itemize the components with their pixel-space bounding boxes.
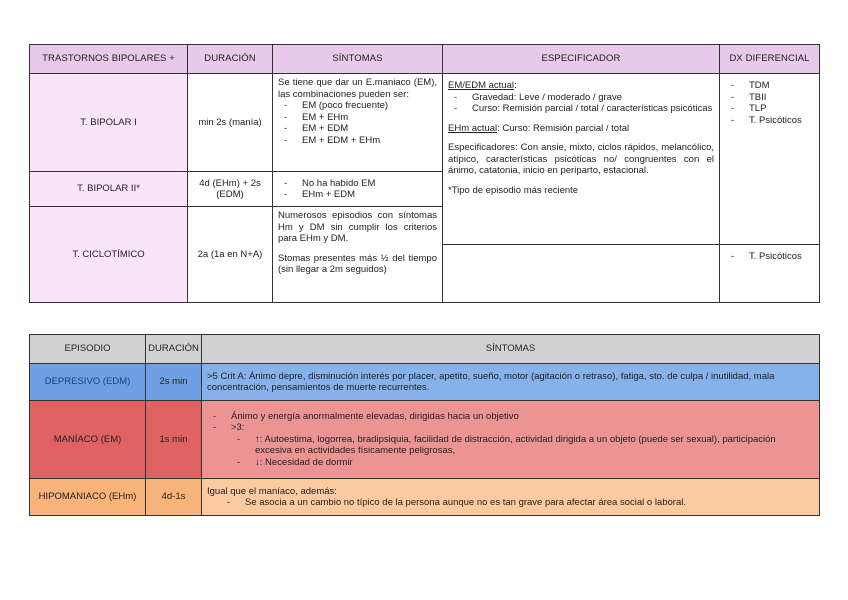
- hipomaniaco-list: [207, 497, 814, 509]
- bipolar-ii-symptoms: [273, 172, 443, 207]
- edm-items: [448, 92, 714, 115]
- hipomaniaco-name: HIPOMANIACO (EHm): [30, 479, 146, 516]
- hipomaniaco-duration: 4d-1s: [146, 479, 202, 516]
- specifiers-text: Especificadores: Con ansie, mixto, ciclos rápidos, melancólico, atípico, características psicóticas no/ congruentes con el ánimo, catatonia, inicio en periparto, estacional.: [448, 142, 714, 176]
- header-especificador: ESPECIFICADOR: [443, 45, 720, 74]
- list-item: - ↑: Autoestima, logorrea, bradipsiquia, facilidad de distracción, actividad dirigida a un objeto (puede ser sexual), participación excesiva en actividades físicamente peligrosas,: [237, 434, 814, 457]
- list-item: - TDM: [731, 80, 814, 92]
- list-item: - TLP: [731, 103, 814, 115]
- maniaco-name: MANÍACO (EM): [30, 401, 146, 479]
- row-depresivo: [30, 364, 820, 401]
- ciclotimico-duration: 2a (1a en N+A): [188, 207, 273, 303]
- dx-top-cell: [720, 74, 820, 245]
- maniaco-symptoms: [202, 401, 820, 479]
- header-episodio: EPISODIO: [30, 335, 146, 364]
- list-item: - >3:: [213, 422, 814, 434]
- bipolar-i-symptoms-intro: Se tiene que dar un E.maniaco (EM), las combinaciones pueden ser:: [278, 77, 437, 100]
- row-maniaco: [30, 401, 820, 479]
- hipomaniaco-symptoms: [202, 479, 820, 516]
- list-item: - Curso: Remisión parcial / total / características psicóticas: [454, 103, 714, 115]
- list-item: - No ha habido EM: [284, 178, 437, 190]
- ciclotimico-name: T. CICLOTÍMICO: [30, 207, 188, 303]
- bipolar-i-symptoms: [273, 74, 443, 172]
- header-dx-diferencial: DX DIFERENCIAL: [720, 45, 820, 74]
- especificador-empty-cell: [443, 245, 720, 303]
- bipolar-i-symptoms-list: [278, 100, 437, 146]
- list-item: - TBII: [731, 92, 814, 104]
- edm-label: EM/EDM actual: [448, 80, 514, 91]
- depresivo-name: DEPRESIVO (EDM): [30, 364, 146, 401]
- bipolar-ii-duration: 4d (EHm) + 2s (EDM): [188, 172, 273, 207]
- ciclotimico-symptoms-p1: Numerosos episodios con síntomas Hm y DM sin cumplir los criterios para EHm y DM.: [278, 210, 437, 244]
- ciclotimico-symptoms: [273, 207, 443, 303]
- list-item: - Se asocia a un cambio no típico de la persona aunque no es tan grave para afectar área social o laboral.: [227, 497, 814, 509]
- row-hipomaniaco: [30, 479, 820, 516]
- list-item: - Gravedad: Leve / moderado / grave: [454, 92, 714, 104]
- list-item: - Ánimo y energía anormalmente elevadas, dirigidas hacia un objetivo: [213, 411, 814, 423]
- row-bipolar-i: [30, 74, 820, 172]
- list-item: - EM + EDM: [284, 123, 437, 135]
- maniaco-list: [207, 411, 814, 434]
- bipolar-i-duration: min 2s (manía): [188, 74, 273, 172]
- list-item: - ↓: Necesidad de dormir: [237, 457, 814, 469]
- header-sintomas: SÍNTOMAS: [273, 45, 443, 74]
- bipolar-ii-symptoms-list: [278, 178, 437, 201]
- list-item: - T. Psicóticos: [731, 251, 814, 263]
- list-item: - EM (poco frecuente): [284, 100, 437, 112]
- episodes-header-row: [30, 335, 820, 364]
- bipolar-disorders-table: [29, 44, 820, 303]
- list-item: - EM + EDM + EHm: [284, 135, 437, 147]
- depresivo-duration: 2s min: [146, 364, 202, 401]
- list-item: - EM + EHm: [284, 112, 437, 124]
- especificador-cell: EM/EDM actual: - Gravedad: Leve / moderado / grave - Curso: Remisión parcial / total / características psicóticas EHm actual: Curso: Remisión parcial / total Especificadores: Con ansie, mixto, ciclos rápidos, melancólico, atípico, características psicóticas no/ congruentes con el ánimo, catatonia, inicio en periparto, estacional. *Tipo de episodio más reciente: [443, 74, 720, 245]
- list-item: - EHm + EDM: [284, 189, 437, 201]
- dx-bottom-list: [725, 251, 814, 263]
- bipolar-i-name: T. BIPOLAR I: [30, 74, 188, 172]
- dx-bottom-cell: [720, 245, 820, 303]
- header-duracion: DURACIÓN: [146, 335, 202, 364]
- bipolar-ii-name: T. BIPOLAR II*: [30, 172, 188, 207]
- dx-top-list: [725, 80, 814, 126]
- specifier-note: *Tipo de episodio más reciente: [448, 184, 579, 196]
- bipolar-header-row: [30, 45, 820, 74]
- ehm-text: : Curso: Remisión parcial / total: [497, 122, 630, 134]
- depresivo-symptoms: >5 Crit A: Ánimo depre, disminución interés por placer, apetito, sueño, motor (agitación o retraso), fatiga, sto. de culpa / inutilidad, mala concentración, pensamientos de muerte recurrentes.: [202, 364, 820, 401]
- ciclotimico-symptoms-p2: Stomas presentes más ½ del tiempo (sin llegar a 2m seguidos): [278, 252, 437, 275]
- hipomaniaco-intro: Igual que el maníaco, además:: [207, 485, 337, 497]
- header-duracion: DURACIÓN: [188, 45, 273, 74]
- header-sintomas: SÍNTOMAS: [202, 335, 820, 364]
- list-item: - T. Psicóticos: [731, 115, 814, 127]
- maniaco-sublist: [207, 434, 814, 469]
- ehm-label: EHm actual: [448, 122, 498, 134]
- episodes-table: [29, 334, 820, 516]
- header-trastornos: TRASTORNOS BIPOLARES +: [30, 45, 188, 74]
- maniaco-duration: 1s min: [146, 401, 202, 479]
